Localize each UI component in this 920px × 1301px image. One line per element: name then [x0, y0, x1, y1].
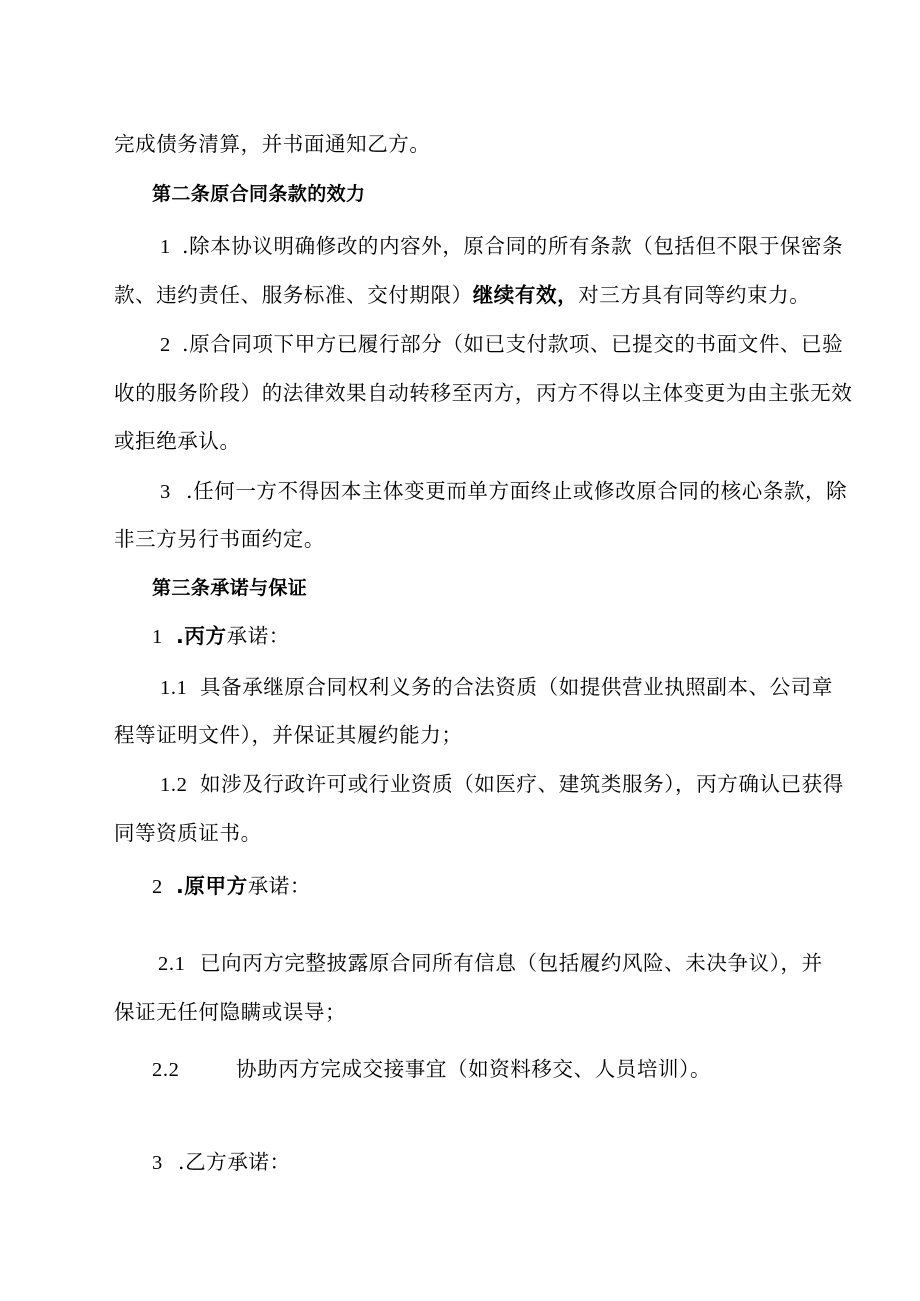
item-number: 1: [152, 626, 163, 648]
article-2-heading: [152, 181, 365, 207]
party-c-sub-1-line-a: [160, 674, 833, 701]
article-2-item-1-line-b: [114, 282, 810, 308]
article-2-item-3-line-a: [160, 478, 847, 505]
party-a-sub-2-line-a: [152, 1056, 711, 1083]
text: 同等资质证书。: [114, 821, 262, 845]
text: 非三方另行书面约定。: [114, 527, 325, 551]
party-c-sub-2-line-b: [114, 820, 262, 846]
item-number: 2: [160, 334, 171, 356]
article-title: 第三条承诺与保证: [152, 577, 308, 599]
article-title: 第二条原合同条款的效力: [152, 183, 366, 205]
party-name: 原甲方: [184, 874, 248, 898]
text: .除本协议明确修改的内容外，原合同的所有条款（包括但不限于保密条: [182, 234, 844, 258]
article-2-item-2-line-b: [114, 380, 853, 406]
text: 程等证明文件），并保证其履约能力；: [114, 723, 463, 747]
party-name: 丙方: [184, 624, 227, 648]
text: 协助丙方完成交接事宜（如资料移交、人员培训）。: [236, 1057, 712, 1081]
party-c-sub-1-line-b: [114, 722, 462, 748]
text: .原合同项下甲方已履行部分（如已支付款项、已提交的书面文件、已验: [182, 332, 844, 356]
dot: .: [176, 624, 185, 648]
text: 具备承继原合同权利义务的合法资质（如提供营业执照副本、公司章: [200, 675, 833, 699]
text: 对三方具有同等约束力。: [578, 283, 811, 307]
party-c-heading: [152, 623, 290, 650]
dot: .: [176, 874, 185, 898]
item-number: 2: [152, 876, 163, 898]
item-number: 3: [152, 1152, 163, 1174]
item-number: 3: [160, 481, 171, 503]
party-a-sub-1-line-b: [114, 999, 346, 1025]
item-number: 1: [160, 236, 171, 258]
paragraph-line: [114, 131, 431, 157]
article-2-item-1-line-a: [160, 233, 843, 260]
text: 收的服务阶段）的法律效果自动转移至丙方，丙方不得以主体变更为由主张无效: [114, 381, 853, 405]
text: .乙方承诺：: [178, 1150, 291, 1174]
party-c-sub-2-line-a: [160, 771, 844, 798]
text: 如涉及行政许可或行业资质（如医疗、建筑类服务），丙方确认已获得: [200, 772, 844, 796]
text: 保证无任何隐瞒或误导；: [114, 1000, 347, 1024]
sub-number: 2.1: [158, 953, 186, 975]
text: 款、违约责任、服务标准、交付期限）: [114, 283, 473, 307]
text: 或拒绝承认。: [114, 429, 241, 453]
bold-text: 继续有效，: [472, 283, 579, 307]
article-3-heading: [152, 575, 307, 601]
party-b-heading: [152, 1149, 291, 1176]
article-2-item-2-line-c: [114, 428, 241, 454]
text: 承诺：: [226, 624, 290, 648]
party-a-heading: [152, 873, 311, 900]
sub-number: 1.1: [160, 677, 188, 699]
sub-number: 1.2: [160, 774, 188, 796]
article-2-item-2-line-a: [160, 331, 843, 358]
text: 承诺：: [247, 874, 312, 898]
party-a-sub-1-line-a: [158, 950, 823, 977]
article-2-item-3-line-b: [114, 526, 325, 552]
text: 完成债务清算，并书面通知乙方。: [114, 132, 431, 156]
text: 已向丙方完整披露原合同所有信息（包括履约风险、未决争议），并: [200, 951, 823, 975]
sub-number: 2.2: [152, 1059, 180, 1081]
text: .任何一方不得因本主体变更而单方面终止或修改原合同的核心条款，除: [186, 479, 848, 503]
